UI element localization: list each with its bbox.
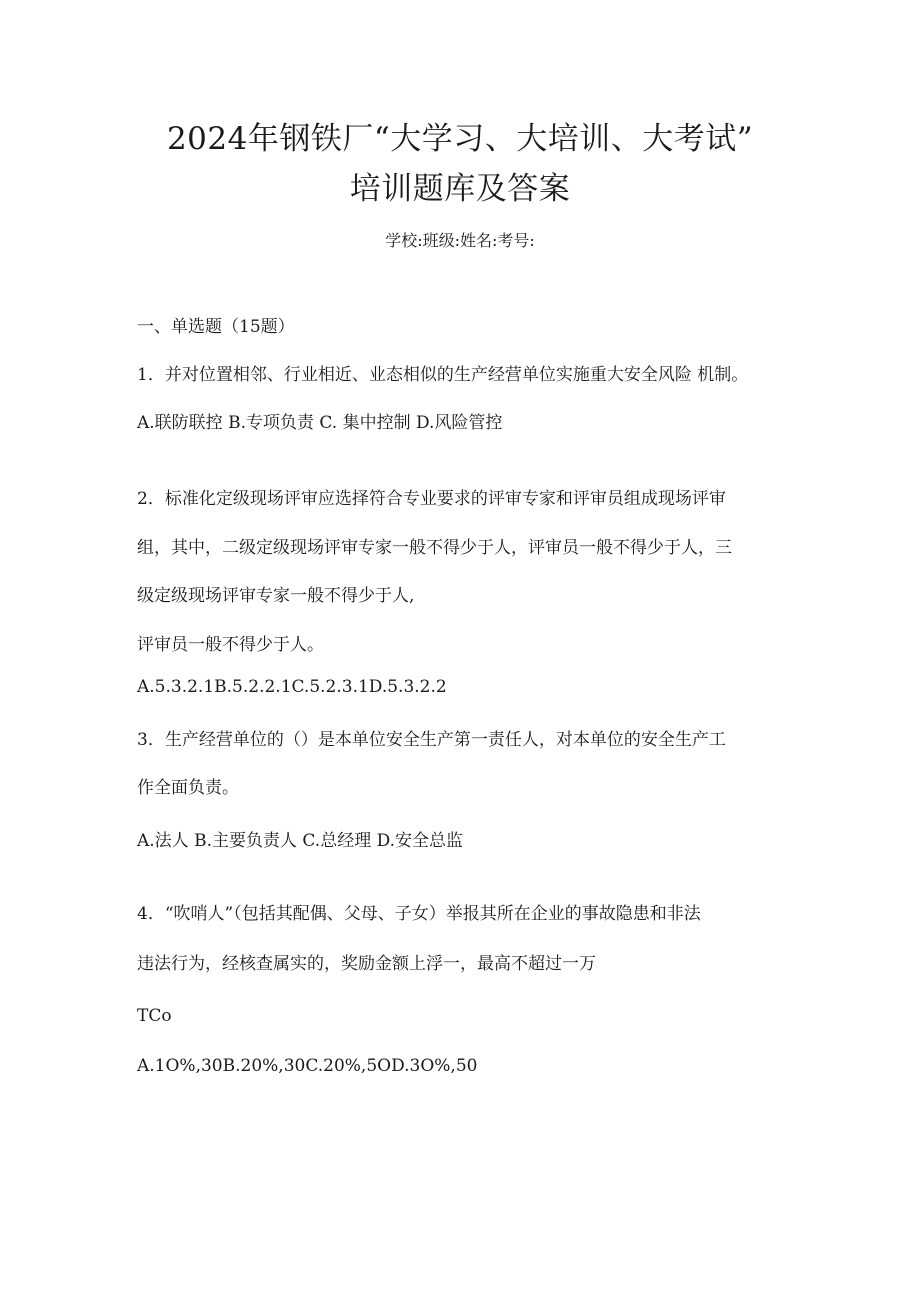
question-3-text-line1: 3．生产经营单位的（）是本单位安全生产第一责任人，对本单位的安全生产工	[137, 730, 726, 750]
section-heading: 一、单选题（15题）	[137, 317, 295, 337]
question-3-options: A.法人 B.主要负责人 C.总经理 D.安全总监	[137, 831, 464, 851]
question-3-text-line2: 作全面负责。	[137, 778, 239, 798]
question-1-options: A.联防联控 B.专项负责 C. 集中控制 D.风险管控	[137, 413, 503, 433]
question-4-text-line3: TCo	[137, 1006, 172, 1026]
question-4-text-line2: 违法行为，经核查属实的，奖励金额上浮一，最高不超过一万	[137, 954, 596, 974]
question-2-text-line2: 组，其中，二级定级现场评审专家一般不得少于人，评审员一般不得少于人，三	[137, 538, 732, 558]
question-2-text-line1: 2．标准化定级现场评审应选择符合专业要求的评审专家和评审员组成现场评审	[137, 489, 726, 509]
question-4-text-line1: 4．“吹哨人”（包括其配偶、父母、子女）举报其所在企业的事故隐患和非法	[137, 904, 701, 924]
question-4-options: A.1O%,30B.20%,30C.20%,5OD.3O%,50	[137, 1056, 478, 1076]
document-title-line2: 培训题库及答案	[349, 171, 571, 207]
student-info-line: 学校:班级:姓名:考号:	[385, 231, 535, 250]
question-1-text: 1．并对位置相邻、行业相近、业态相似的生产经营单位实施重大安全风险 机制。	[137, 365, 749, 385]
question-2-options: A.5.3.2.1B.5.2.2.1C.5.2.3.1D.5.3.2.2	[137, 677, 447, 697]
document-title-line1: 2024年钢铁厂“大学习、大培训、大考试”	[166, 121, 754, 157]
question-2-text-line4: 评审员一般不得少于人。	[137, 635, 324, 655]
question-2-text-line3: 级定级现场评审专家一般不得少于人,	[137, 586, 415, 606]
